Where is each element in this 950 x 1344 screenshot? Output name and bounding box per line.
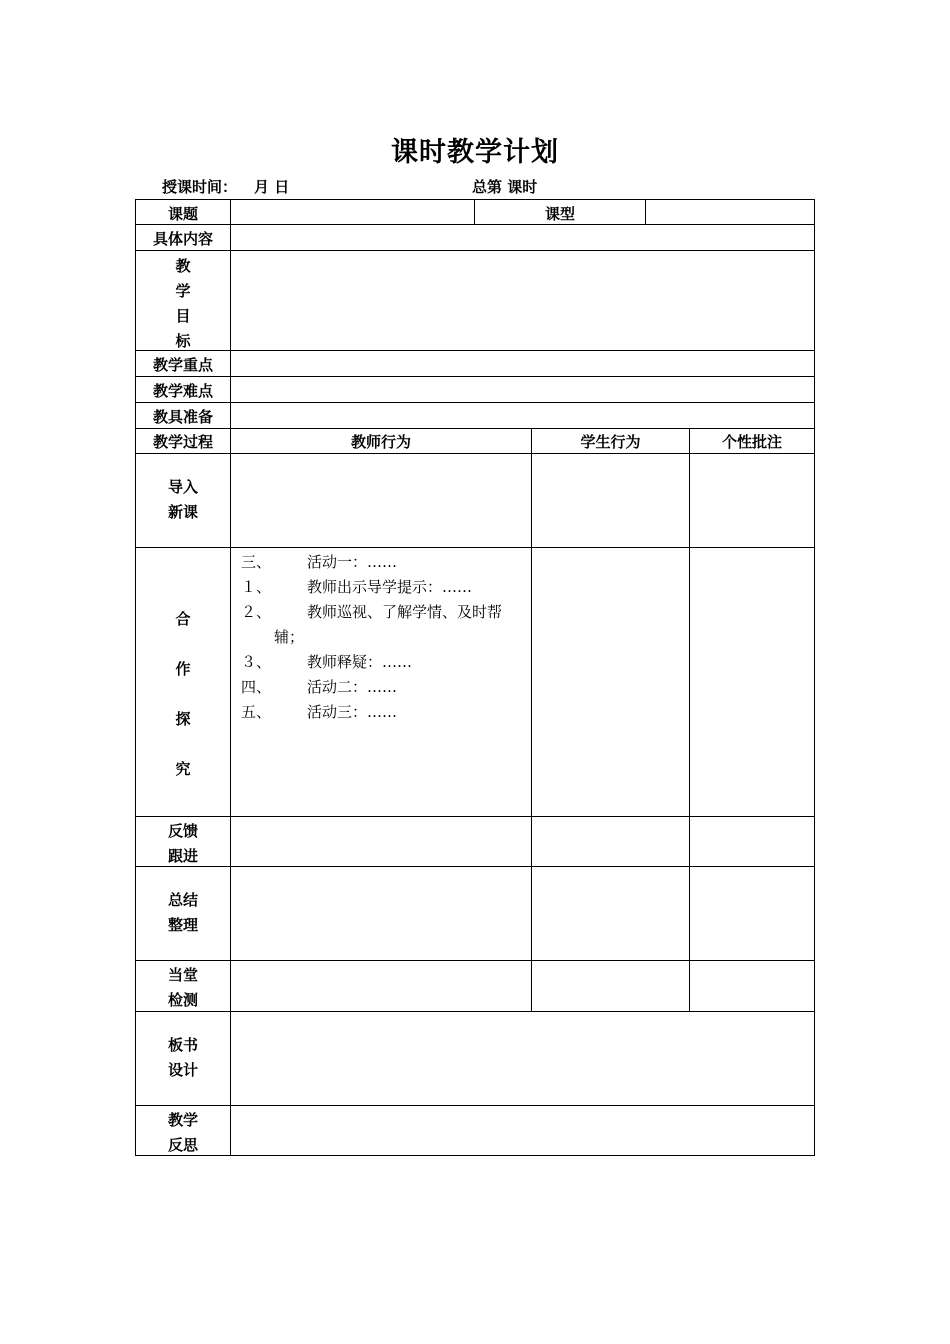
month-day: 月 日 <box>254 178 290 196</box>
objectives-char: 学 <box>175 282 191 300</box>
difficulties-field[interactable] <box>231 377 814 402</box>
table-rule <box>135 453 815 454</box>
objectives-label <box>135 254 231 354</box>
aids-field[interactable] <box>231 403 814 428</box>
objectives-field[interactable] <box>231 251 814 350</box>
table-rule <box>135 866 815 867</box>
section-line: 作 <box>175 660 191 678</box>
content-label: 具体内容 <box>152 230 213 248</box>
section-test-label <box>135 963 231 1013</box>
key-points-field[interactable] <box>231 351 814 376</box>
section-coop-label <box>135 594 231 794</box>
notes-column-header: 个性批注 <box>721 433 782 451</box>
table-rule <box>135 816 815 817</box>
table-rule <box>135 960 815 961</box>
table-rule <box>135 428 815 429</box>
section-line: 导入 <box>167 478 198 496</box>
table-rule <box>135 1105 815 1106</box>
section-line: 板书 <box>167 1036 198 1054</box>
section-line: 探 <box>175 710 191 728</box>
section-intro-label <box>135 475 231 525</box>
table-rule <box>689 428 690 1011</box>
section-line: 教学 <box>167 1111 198 1129</box>
topic-label: 课题 <box>167 205 198 223</box>
section-line: 当堂 <box>167 966 198 984</box>
section-board-label <box>135 1033 231 1083</box>
section-line: 设计 <box>167 1061 198 1079</box>
aids-label: 教具准备 <box>152 408 213 426</box>
student-column-header: 学生行为 <box>580 433 641 451</box>
time-label: 授课时间： <box>162 178 238 196</box>
section-line: 检测 <box>167 991 198 1009</box>
section-feedback-label <box>135 819 231 869</box>
section-line: 整理 <box>167 916 198 934</box>
table-rule <box>531 428 532 1011</box>
section-line: 究 <box>175 760 191 778</box>
teacher-column-header: 教师行为 <box>350 433 411 451</box>
process-column-header: 教学过程 <box>152 433 213 451</box>
table-rule <box>814 199 815 1156</box>
section-line: 新课 <box>167 503 198 521</box>
section-line: 反馈 <box>167 822 198 840</box>
section-line: 反思 <box>167 1136 198 1154</box>
section-reflect-label <box>135 1108 231 1158</box>
content-field[interactable] <box>231 225 814 250</box>
section-line: 总结 <box>167 891 198 909</box>
lesson-type-field[interactable] <box>646 200 814 224</box>
objectives-char: 标 <box>175 332 191 350</box>
difficulties-label: 教学难点 <box>152 382 213 400</box>
lesson-type-label: 课型 <box>544 205 575 223</box>
section-line: 合 <box>175 610 191 628</box>
objectives-char: 目 <box>175 307 191 325</box>
page-title: 课时教学计划 <box>391 137 559 168</box>
section-line: 跟进 <box>167 847 198 865</box>
topic-field[interactable] <box>231 200 474 224</box>
table-rule <box>135 1011 815 1012</box>
key-points-label: 教学重点 <box>152 356 213 374</box>
table-rule <box>135 1155 815 1156</box>
section-summary-label <box>135 888 231 938</box>
total-lessons: 总第 课时 <box>472 178 538 196</box>
objectives-char: 教 <box>175 257 191 275</box>
table-rule <box>135 547 815 548</box>
